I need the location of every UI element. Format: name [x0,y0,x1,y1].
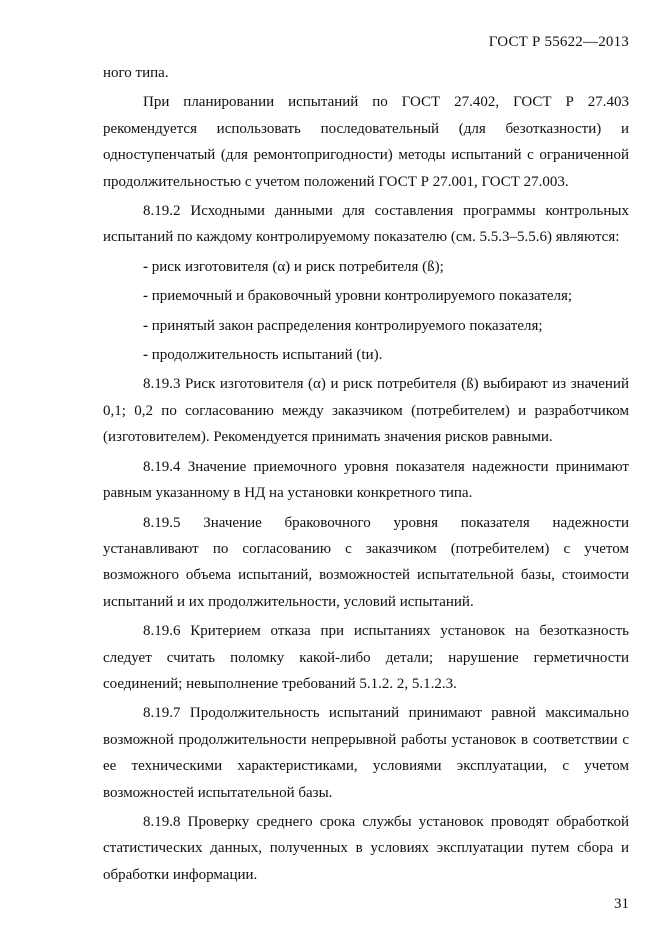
list-item-text: продолжительность испытаний (tи). [151,347,383,364]
paragraph-8-19-4: 8.19.4 Значение приемочного уровня показателя надежности принимают равным указанному в НД на установки конкретного типа. [103,458,629,502]
paragraph-continuation: ного типа. [103,65,169,81]
paragraph-8-19-5: 8.19.5 Значение браковочного уровня показателя надежности устанавливают по согласованию с заказчиком (потребителем) с учетом возможного объема испытаний, возможностей испытательной базы, стоимости испытаний и их продолжительности, условий испытаний. [103,514,629,610]
list-marker: - [143,258,148,275]
list-marker: - [143,347,148,364]
paragraph-8-19-7: 8.19.7 Продолжительность испытаний принимают равной максимально возможной продолжительности непрерывной работы установок в соответствии с ее техническими характеристиками, условиями эксплуатации, с учетом возможностей испытательной базы. [103,705,629,801]
paragraph-test-planning: При планировании испытаний по ГОСТ 27.402, ГОСТ Р 27.403 рекомендуется использовать последовательный (для безотказности) и одноступенчатый (для ремонтопригодности) методы испытаний с ограниченной продолжительностью с учетом положений ГОСТ Р 27.001, ГОСТ 27.003. [103,94,629,190]
page-number: 31 [614,896,629,912]
list-item [143,342,629,368]
paragraph-8-19-6: 8.19.6 Критерием отказа при испытаниях установок на безотказность следует считать поломку какой-либо детали; нарушение герметичности соединений; невыполнение требований 5.1.2. 2, 5.1.2.3. [103,623,629,692]
document-code-header: ГОСТ Р 55622—2013 [488,34,629,50]
paragraph-8-19-8: 8.19.8 Проверку среднего срока службы установок проводят обработкой статистических данных, полученных в условиях эксплуатации путем сбора и обработки информации. [103,813,629,883]
list-item [143,283,629,309]
paragraph-8-19-2: 8.19.2 Исходными данными для составления программы контрольных испытаний по каждому контролируемому показателю (см. 5.5.3–5.5.6) являются: [103,203,629,246]
document-body [103,60,629,891]
list-item-text: приемочный и браковочный уровни контролируемого показателя; [151,288,573,305]
list-marker: - [143,317,148,334]
list-item [143,313,629,339]
list-item-text: риск изготовителя (α) и риск потребителя (ß); [151,258,444,275]
list-marker: - [143,288,148,305]
list-item-text: принятый закон распределения контролируемого показателя; [151,317,543,334]
list-item [143,254,629,280]
paragraph-8-19-3: 8.19.3 Риск изготовителя (α) и риск потребителя (ß) выбирают из значений 0,1; 0,2 по согласованию между заказчиком (потребителем) и разработчиком (изготовителем). Рекомендуется принимать значения рисков равными. [103,376,629,446]
